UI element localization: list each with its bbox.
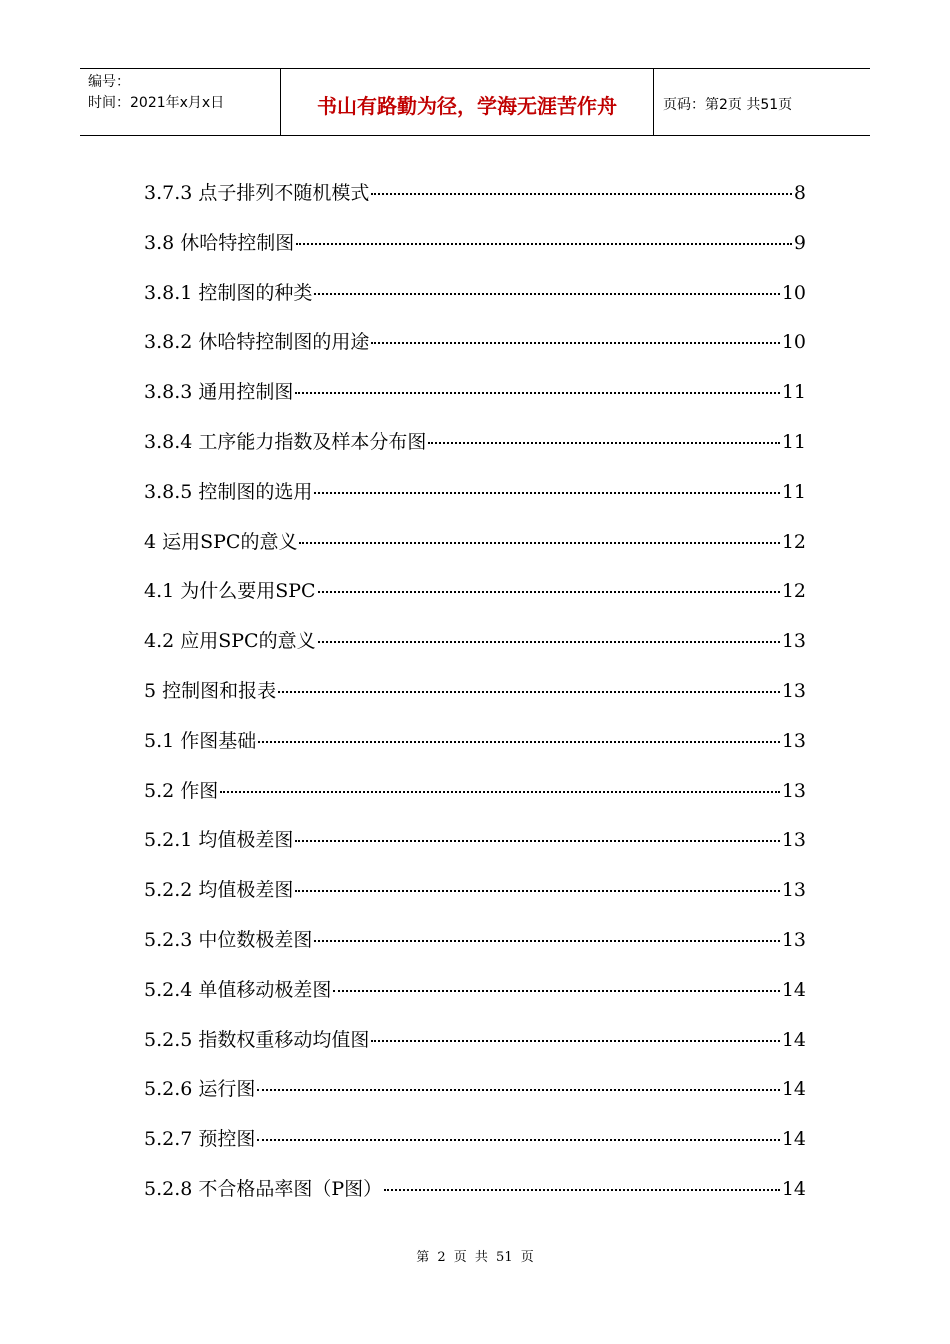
toc-entry-title: 4.2 应用SPC的意义: [144, 630, 316, 653]
toc-entry-page: 14: [781, 1128, 806, 1151]
toc-leader-dots: [384, 1189, 780, 1191]
toc-entry-title: 5.2.8 不合格品率图（P图）: [144, 1177, 383, 1200]
toc-leader-dots: [296, 243, 792, 245]
toc-entry-page: 11: [781, 381, 806, 404]
toc-entry-page: 14: [781, 1028, 806, 1051]
toc-entry-title: 5.2 作图: [144, 779, 219, 802]
toc-entry-page: 12: [781, 580, 806, 603]
toc-entry-page: 13: [781, 630, 806, 653]
toc-entry-page: 12: [781, 530, 806, 553]
toc-entry-page: 14: [781, 978, 806, 1001]
toc-entry-title: 5.2.4 单值移动极差图: [144, 978, 332, 1001]
document-number: 编号：: [88, 74, 130, 90]
toc-leader-dots: [220, 791, 780, 793]
toc-leader-dots: [258, 741, 780, 743]
toc-entry-title: 3.8 休哈特控制图: [144, 231, 295, 254]
toc-entry-title: 5.2.2 均值极差图: [144, 879, 294, 902]
toc-entry[interactable]: [144, 672, 806, 722]
toc-entry[interactable]: [144, 274, 806, 324]
toc-leader-dots: [371, 193, 792, 195]
toc-leader-dots: [299, 542, 779, 544]
toc-entry-page: 8: [793, 182, 806, 204]
toc-entry-page: 10: [781, 281, 806, 304]
toc-leader-dots: [371, 1040, 779, 1042]
toc-entry-title: 4 运用SPC的意义: [144, 530, 298, 553]
toc-entry-title: 3.8.5 控制图的选用: [144, 480, 313, 503]
toc-entry-page: 9: [793, 231, 806, 254]
toc-entry-title: 5.2.5 指数权重移动均值图: [144, 1028, 370, 1051]
toc-entry-title: 5.2.7 预控图: [144, 1128, 256, 1151]
toc-entry-title: 5 控制图和报表: [144, 679, 277, 702]
toc-leader-dots: [295, 392, 779, 394]
toc-entry-title: 4.1 为什么要用SPC: [144, 580, 316, 603]
toc-entry[interactable]: [144, 1120, 806, 1170]
toc-entry-page: 14: [781, 1177, 806, 1200]
toc-entry-title: 3.7.3 点子排列不随机模式: [144, 182, 370, 204]
toc-entry-title: 3.8.2 休哈特控制图的用途: [144, 331, 370, 354]
page-header: [80, 68, 870, 136]
toc-leader-dots: [295, 840, 779, 842]
toc-leader-dots: [295, 890, 779, 892]
header-motto: 书山有路勤为径，学海无涯苦作舟: [281, 69, 654, 135]
page-footer: 第 2 页 共 51 页: [416, 1250, 534, 1265]
toc-entry-page: 13: [781, 928, 806, 951]
toc-entry-title: 5.2.3 中位数极差图: [144, 928, 313, 951]
toc-entry-page: 13: [781, 829, 806, 852]
toc-entry[interactable]: [144, 423, 806, 473]
toc-leader-dots: [428, 442, 779, 444]
toc-leader-dots: [318, 641, 780, 643]
toc-leader-dots: [314, 293, 779, 295]
toc-entry-page: 14: [781, 1078, 806, 1101]
toc-leader-dots: [333, 990, 779, 992]
toc-entry-title: 3.8.3 通用控制图: [144, 381, 294, 404]
toc-leader-dots: [318, 591, 780, 593]
toc-entry-page: 13: [781, 679, 806, 702]
toc-entry-title: 5.2.6 运行图: [144, 1078, 256, 1101]
table-of-contents: [144, 174, 806, 1220]
toc-entry[interactable]: [144, 1070, 806, 1120]
header-page-info: 页码：第2页 共51页: [663, 97, 793, 113]
toc-entry-page: 11: [781, 430, 806, 453]
toc-leader-dots: [278, 691, 780, 693]
toc-entry-page: 10: [781, 331, 806, 354]
toc-entry-page: 13: [781, 729, 806, 752]
toc-entry[interactable]: [144, 722, 806, 772]
toc-entry-page: 11: [781, 480, 806, 503]
toc-entry[interactable]: [144, 224, 806, 274]
toc-entry[interactable]: [144, 572, 806, 622]
toc-entry-title: 5.2.1 均值极差图: [144, 829, 294, 852]
toc-entry-title: 3.8.4 工序能力指数及样本分布图: [144, 430, 427, 453]
toc-entry[interactable]: [144, 772, 806, 822]
toc-entry-title: 5.1 作图基础: [144, 729, 257, 752]
toc-leader-dots: [257, 1089, 779, 1091]
toc-entry-page: 13: [781, 879, 806, 902]
toc-entry[interactable]: [144, 473, 806, 523]
toc-entry[interactable]: [144, 523, 806, 573]
toc-entry[interactable]: [144, 921, 806, 971]
toc-entry[interactable]: [144, 871, 806, 921]
toc-entry[interactable]: [144, 622, 806, 672]
toc-entry[interactable]: [144, 373, 806, 423]
header-meta: [80, 69, 281, 135]
toc-entry[interactable]: [144, 1170, 806, 1220]
toc-entry-title: 3.8.1 控制图的种类: [144, 281, 313, 304]
toc-entry[interactable]: [144, 1021, 806, 1071]
toc-leader-dots: [371, 342, 779, 344]
toc-entry[interactable]: [144, 323, 806, 373]
toc-leader-dots: [314, 940, 779, 942]
toc-entry[interactable]: [144, 174, 806, 224]
toc-entry-page: 13: [781, 779, 806, 802]
toc-entry[interactable]: [144, 971, 806, 1021]
toc-leader-dots: [314, 492, 779, 494]
toc-entry[interactable]: [144, 821, 806, 871]
document-date: 时间：2021年x月x日: [88, 95, 225, 111]
toc-leader-dots: [257, 1139, 779, 1141]
